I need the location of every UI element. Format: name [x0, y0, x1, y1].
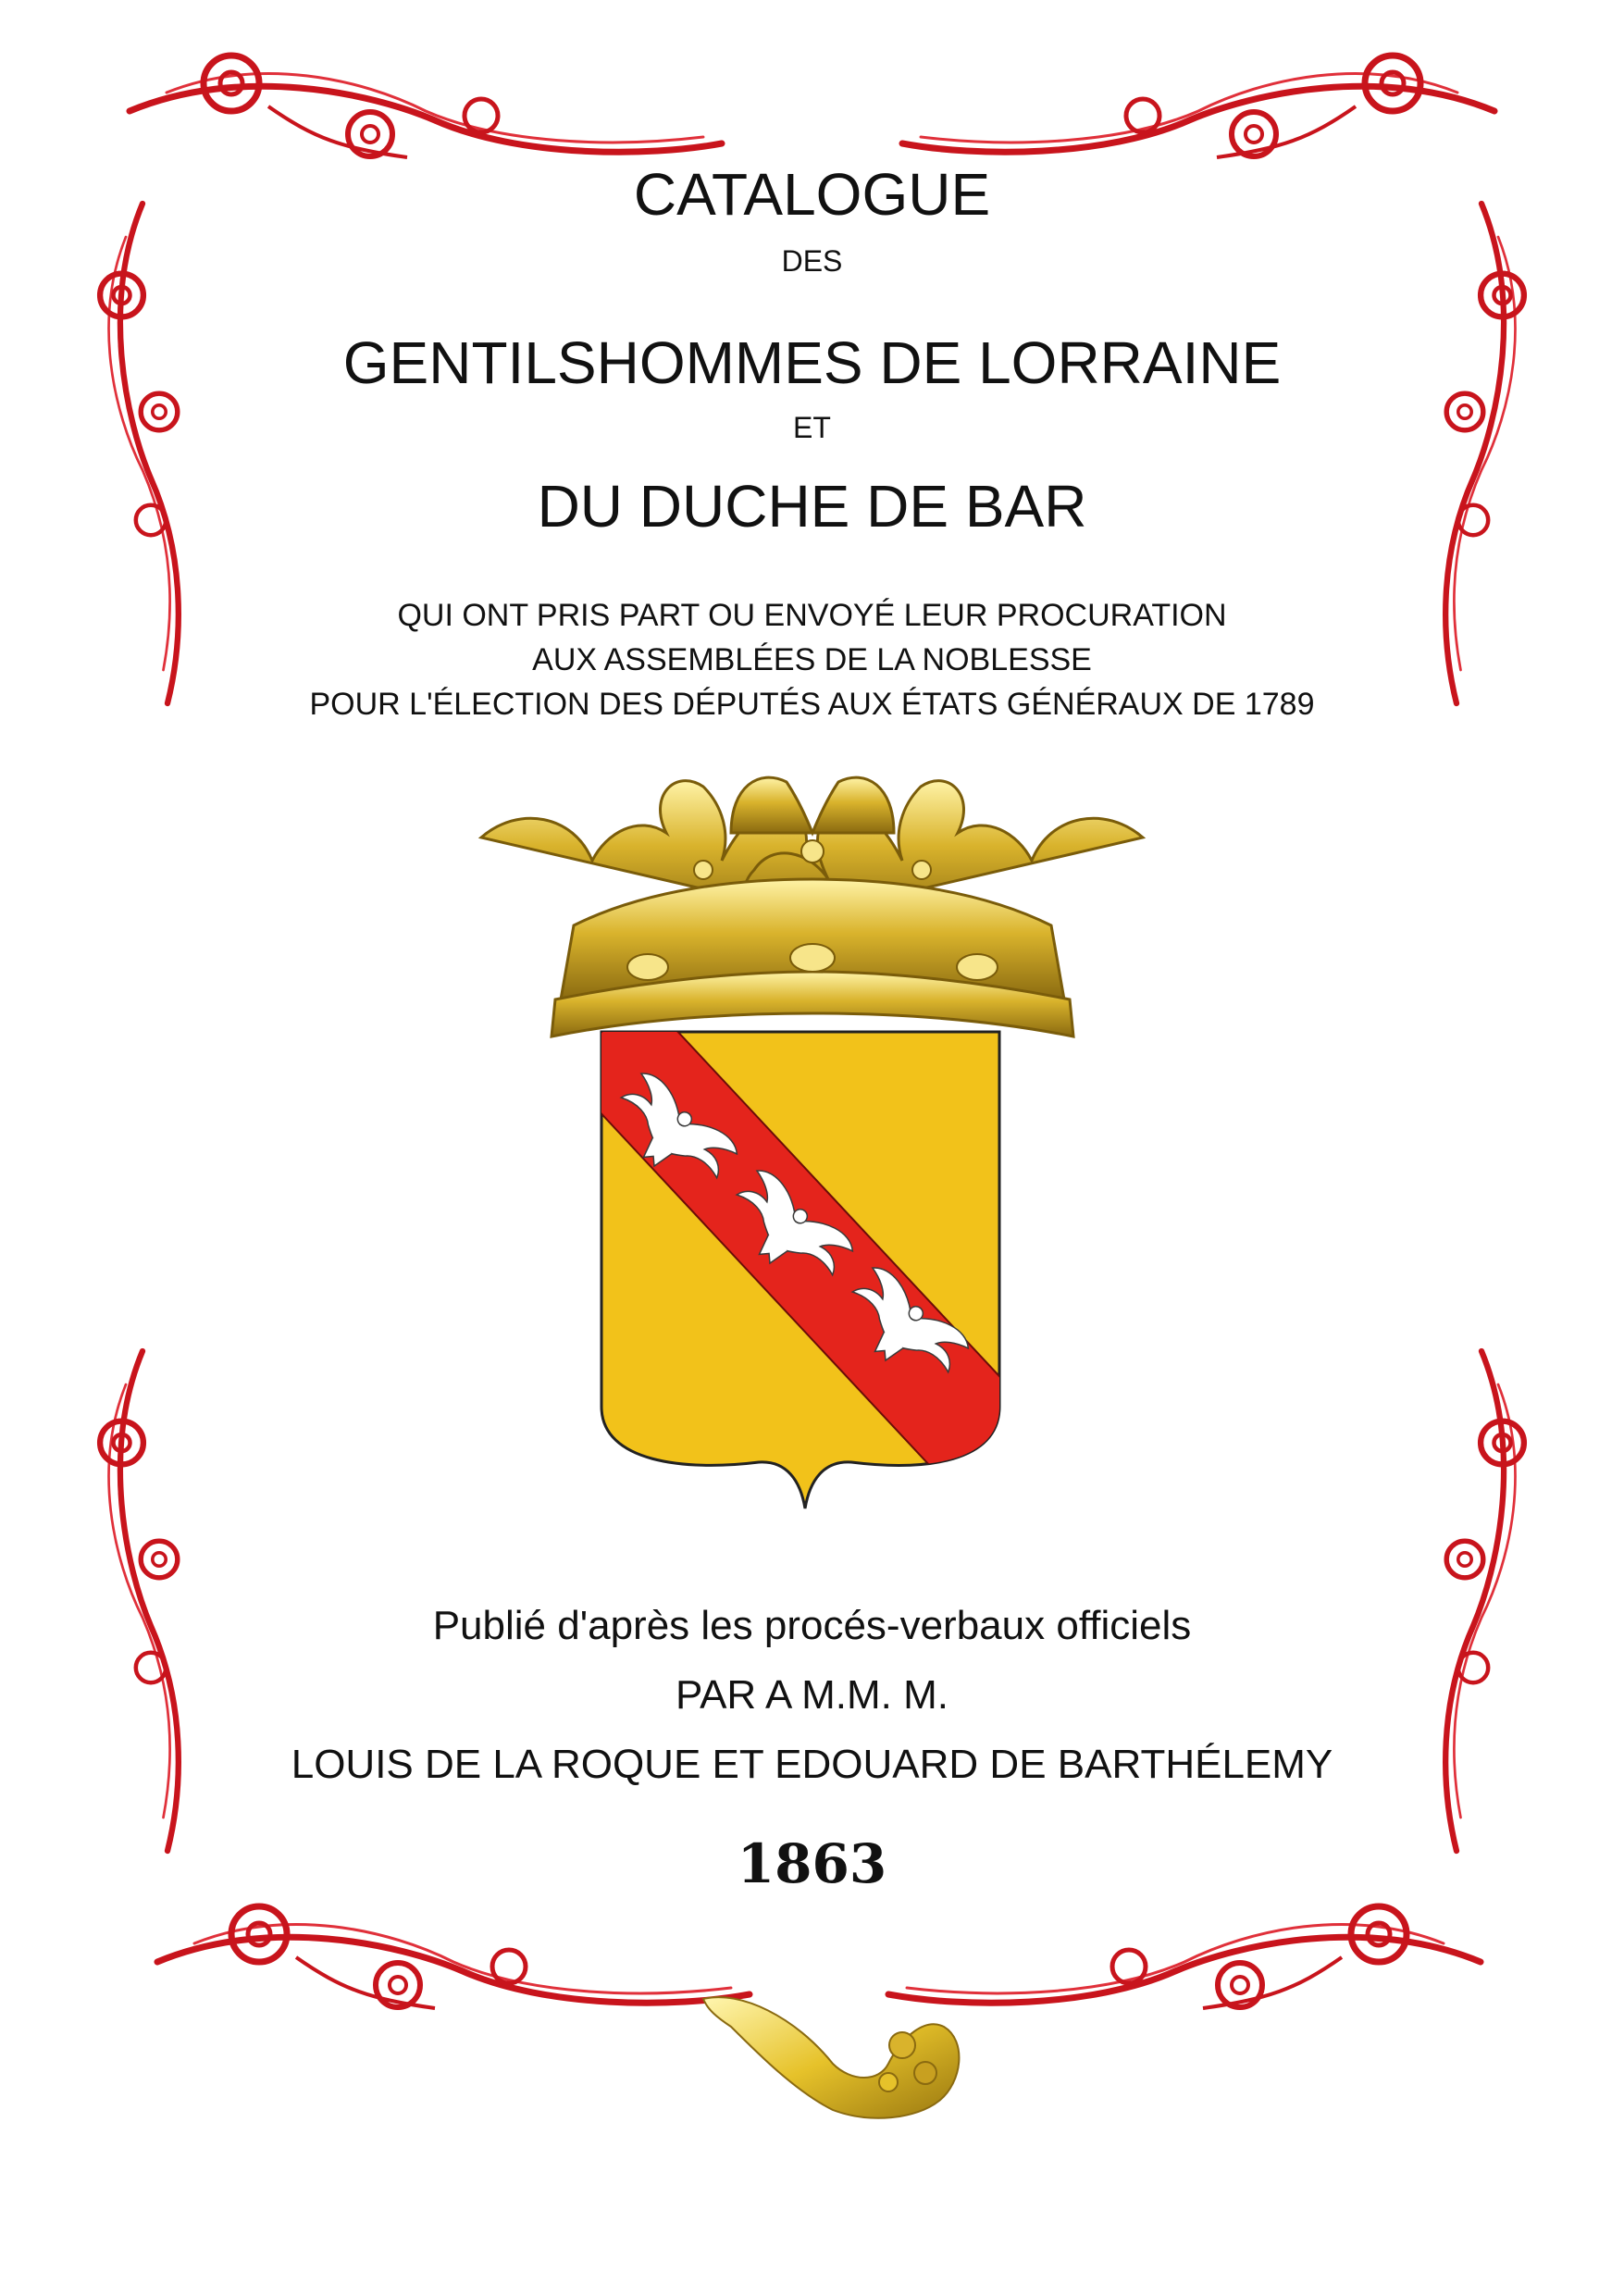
title-gentilshommes: GENTILSHOMMES DE LORRAINE	[342, 329, 1282, 396]
red-flourish-icon	[130, 56, 722, 157]
golden-cornucopia-icon	[703, 1997, 959, 2118]
red-flourish-icon	[888, 1906, 1481, 2008]
title-et: ET	[793, 411, 831, 444]
publication-line-1: Publié d'après les procés-verbaux officiels	[432, 1603, 1192, 1648]
publication-line-2: PAR A M.M. M.	[675, 1672, 948, 1718]
red-flourish-icon	[902, 56, 1494, 157]
subtitle-line-1: QUI ONT PRIS PART OU ENVOYÉ LEUR PROCURATION	[397, 598, 1227, 633]
red-flourish-icon	[157, 1906, 750, 2008]
lorraine-coat-of-arms-icon	[555, 999, 1036, 1508]
publication-year: 1863	[737, 1832, 887, 1895]
ducal-crown-icon	[481, 777, 1143, 1036]
title-duche-de-bar: DU DUCHE DE BAR	[537, 473, 1087, 540]
title-des: DES	[781, 244, 843, 278]
subtitle-line-3: POUR L'ÉLECTION DES DÉPUTÉS AUX ÉTATS GÉNÉRAUX DE 1789	[309, 687, 1315, 722]
title-catalogue: CATALOGUE	[633, 161, 991, 228]
subtitle-line-2: AUX ASSEMBLÉES DE LA NOBLESSE	[532, 642, 1092, 677]
publication-authors: LOUIS DE LA ROQUE ET EDOUARD DE BARTHÉLEMY	[291, 1742, 1333, 1787]
